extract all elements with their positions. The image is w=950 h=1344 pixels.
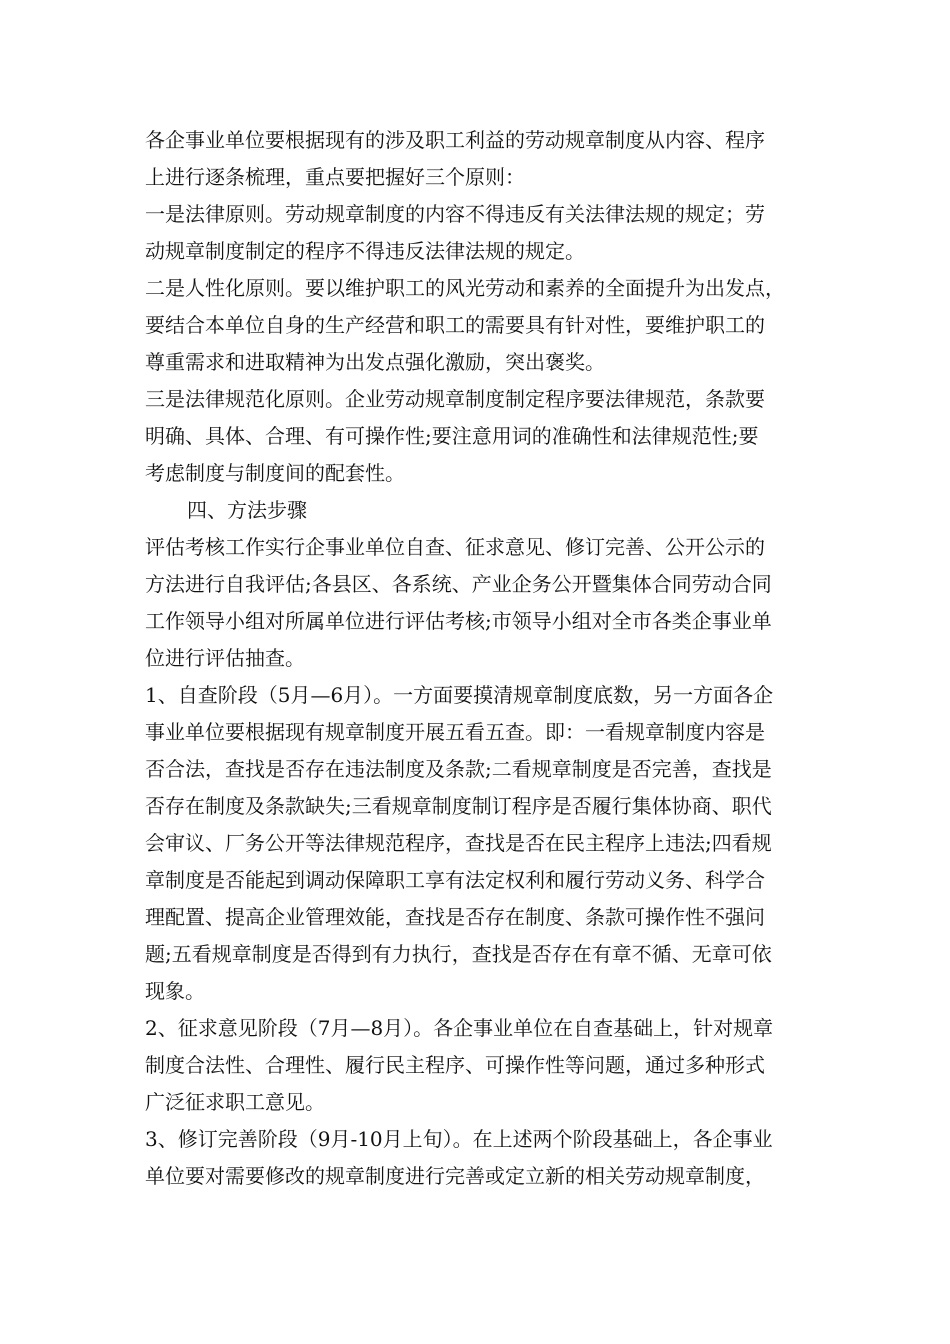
- text-line: 否合法，查找是否存在违法制度及条款;二看规章制度是否完善，查找是: [145, 757, 772, 781]
- paragraph-principle-3: [145, 381, 815, 492]
- text-line: 二是人性化原则。要以维护职工的风光劳动和素养的全面提升为出发点，: [145, 276, 785, 300]
- text-line: 理配置、提高企业管理效能，查找是否存在制度、条款可操作性不强问: [145, 905, 765, 929]
- text-line: 事业单位要根据现有规章制度开展五看五查。即：一看规章制度内容是: [145, 720, 765, 744]
- text-line: 广泛征求职工意见。: [145, 1090, 325, 1114]
- text-line: 三是法律规范化原则。企业劳动规章制度制定程序要法律规范，条款要: [145, 387, 765, 411]
- document-body: [145, 122, 815, 1195]
- text-line: 3、修订完善阶段（9月-10月上旬）。在上述两个阶段基础上，各企事业: [145, 1127, 773, 1151]
- text-line: 尊重需求和进取精神为出发点强化激励，突出褒奖。: [145, 350, 605, 374]
- text-line: 评估考核工作实行企事业单位自查、征求意见、修订完善、公开公示的: [145, 535, 765, 559]
- text-line: 否存在制度及条款缺失;三看规章制度制订程序是否履行集体协商、职代: [145, 794, 772, 818]
- paragraph-step-3: [145, 1121, 815, 1195]
- text-line: 各企事业单位要根据现有的涉及职工利益的劳动规章制度从内容、程序: [145, 128, 765, 152]
- paragraph-principle-1: [145, 196, 815, 270]
- paragraph-step-2: [145, 1010, 815, 1121]
- section-heading-text: 四、方法步骤: [187, 498, 307, 522]
- text-line: 位进行评估抽查。: [145, 646, 305, 670]
- text-line: 题;五看规章制度是否得到有力执行，查找是否存在有章不循、无章可依: [145, 942, 772, 966]
- text-line: 会审议、厂务公开等法律规范程序，查找是否在民主程序上违法;四看规: [145, 831, 772, 855]
- text-line: 考虑制度与制度间的配套性。: [145, 461, 405, 485]
- text-line: 单位要对需要修改的规章制度进行完善或定立新的相关劳动规章制度，: [145, 1164, 765, 1188]
- text-line: 方法进行自我评估;各县区、各系统、产业企务公开暨集体合同劳动合同: [145, 572, 772, 596]
- text-line: 工作领导小组对所属单位进行评估考核;市领导小组对全市各类企事业单: [145, 609, 772, 633]
- text-line: 1、自查阶段（5月—6月）。一方面要摸清规章制度底数，另一方面各企: [145, 683, 774, 707]
- text-line: 一是法律原则。劳动规章制度的内容不得违反有关法律法规的规定；劳: [145, 202, 765, 226]
- text-line: 要结合本单位自身的生产经营和职工的需要具有针对性，要维护职工的: [145, 313, 765, 337]
- text-line: 章制度是否能起到调动保障职工享有法定权利和履行劳动义务、科学合: [145, 868, 765, 892]
- text-line: 上进行逐条梳理，重点要把握好三个原则：: [145, 165, 525, 189]
- text-line: 2、征求意见阶段（7月—8月）。各企事业单位在自查基础上，针对规章: [145, 1016, 774, 1040]
- paragraph-method-intro: [145, 529, 815, 677]
- text-line: 动规章制度制定的程序不得违反法律法规的规定。: [145, 239, 585, 263]
- section-heading: [145, 492, 815, 529]
- text-line: 现象。: [145, 979, 205, 1003]
- text-line: 制度合法性、合理性、履行民主程序、可操作性等问题，通过多种形式: [145, 1053, 765, 1077]
- paragraph-step-1: [145, 677, 815, 1010]
- text-line: 明确、具体、合理、有可操作性;要注意用词的准确性和法律规范性;要: [145, 424, 759, 448]
- paragraph-intro: [145, 122, 815, 196]
- paragraph-principle-2: [145, 270, 815, 381]
